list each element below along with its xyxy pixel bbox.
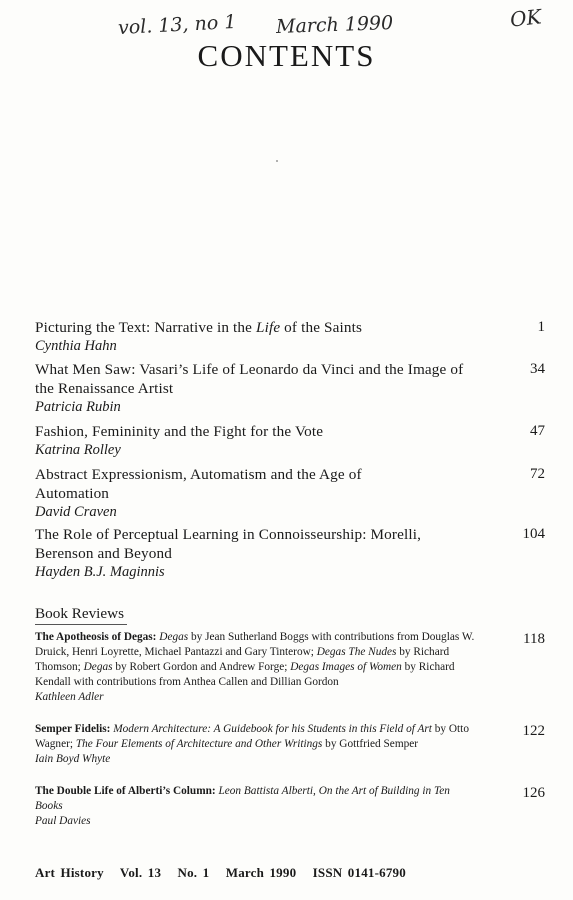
review-text: by Richard Thomson; <box>35 646 450 673</box>
review-title <box>35 722 475 752</box>
book-title: Degas The Nudes <box>316 646 397 658</box>
article-author: Katrina Rolley <box>35 442 121 458</box>
review-heading: The Apotheosis of Degas: <box>35 631 160 643</box>
page-number: 72 <box>530 466 545 482</box>
reviewer: Iain Boyd Whyte <box>35 753 111 765</box>
title-italic: Life <box>256 319 281 336</box>
book-reviews-heading: Book Reviews <box>35 605 125 622</box>
review-entry <box>35 630 545 705</box>
review-text: by Jean Sutherland Boggs with contributions from Douglas W. Druick, Henri Loyrette, Michael Pantazzi and Gary Tinterow; <box>35 631 475 658</box>
handwritten-ok-mark: OK <box>508 4 543 32</box>
contents-entry <box>35 318 545 355</box>
review-title <box>35 630 475 690</box>
page-number: 34 <box>530 361 545 377</box>
page-number: 126 <box>522 785 545 801</box>
title-text: Picturing the Text: Narrative in the <box>35 319 256 336</box>
review-text: by Robert Gordon and Andrew Forge; <box>112 661 291 673</box>
page-number: 47 <box>530 423 545 439</box>
book-title: Modern Architecture: A Guidebook for his Students in this Field of Art <box>113 723 432 735</box>
review-text: by Gottfried Semper <box>322 738 419 750</box>
footer-text: Art History Vol. 13 No. 1 March 1990 ISSN 0141-6790 <box>35 865 406 880</box>
review-entry <box>35 784 545 829</box>
review-text: by Richard Kendall with contributions from Anthea Callen and Dillian Gordon <box>35 661 455 688</box>
review-entry <box>35 722 545 767</box>
title-text: of the Saints <box>280 319 363 336</box>
page-number: 1 <box>537 319 545 335</box>
review-heading: The Double Life of Alberti’s Column: <box>35 785 219 797</box>
page-number: 104 <box>522 526 545 542</box>
article-author: Patricia Rubin <box>35 399 121 415</box>
page-title: CONTENTS <box>197 38 376 73</box>
review-text: by Otto Wagner; <box>35 723 469 750</box>
contents-entry <box>35 422 545 459</box>
article-title: What Men Saw: Vasari’s Life of Leonardo da Vinci and the Image of the Renaissance Artist <box>35 361 464 397</box>
heading-underline <box>35 624 127 625</box>
review-title <box>35 784 475 814</box>
page-number: 118 <box>523 631 545 647</box>
handwritten-date-note: March 1990 <box>275 11 394 39</box>
reviewer: Kathleen Adler <box>35 691 104 703</box>
handwritten-volume-note: vol. 13, no 1 <box>117 10 237 40</box>
article-author: Cynthia Hahn <box>35 338 117 354</box>
book-title: Degas <box>159 631 189 643</box>
review-heading: Semper Fidelis: <box>35 723 114 735</box>
book-title: Degas <box>83 661 113 673</box>
article-author: Hayden B.J. Maginnis <box>35 564 165 580</box>
paper-speck <box>276 160 278 162</box>
book-title: The Four Elements of Architecture and Other Writings <box>75 738 323 750</box>
reviewer: Paul Davies <box>35 815 91 827</box>
article-title: Abstract Expressionism, Automatism and the Age of Automation <box>35 466 362 502</box>
contents-entry <box>35 465 545 521</box>
contents-entry <box>35 525 545 581</box>
page-number: 122 <box>522 723 545 739</box>
book-title: Degas Images of Women <box>290 661 402 673</box>
article-author: David Craven <box>35 504 117 520</box>
journal-footer <box>35 865 406 881</box>
book-title: Leon Battista Alberti, On the Art of Building in Ten Books <box>35 785 450 812</box>
article-title <box>35 318 465 337</box>
article-title: The Role of Perceptual Learning in Connoisseurship: Morelli, Berenson and Beyond <box>35 526 422 562</box>
contents-entry <box>35 360 545 416</box>
article-title: Fashion, Femininity and the Fight for the Vote <box>35 423 324 440</box>
